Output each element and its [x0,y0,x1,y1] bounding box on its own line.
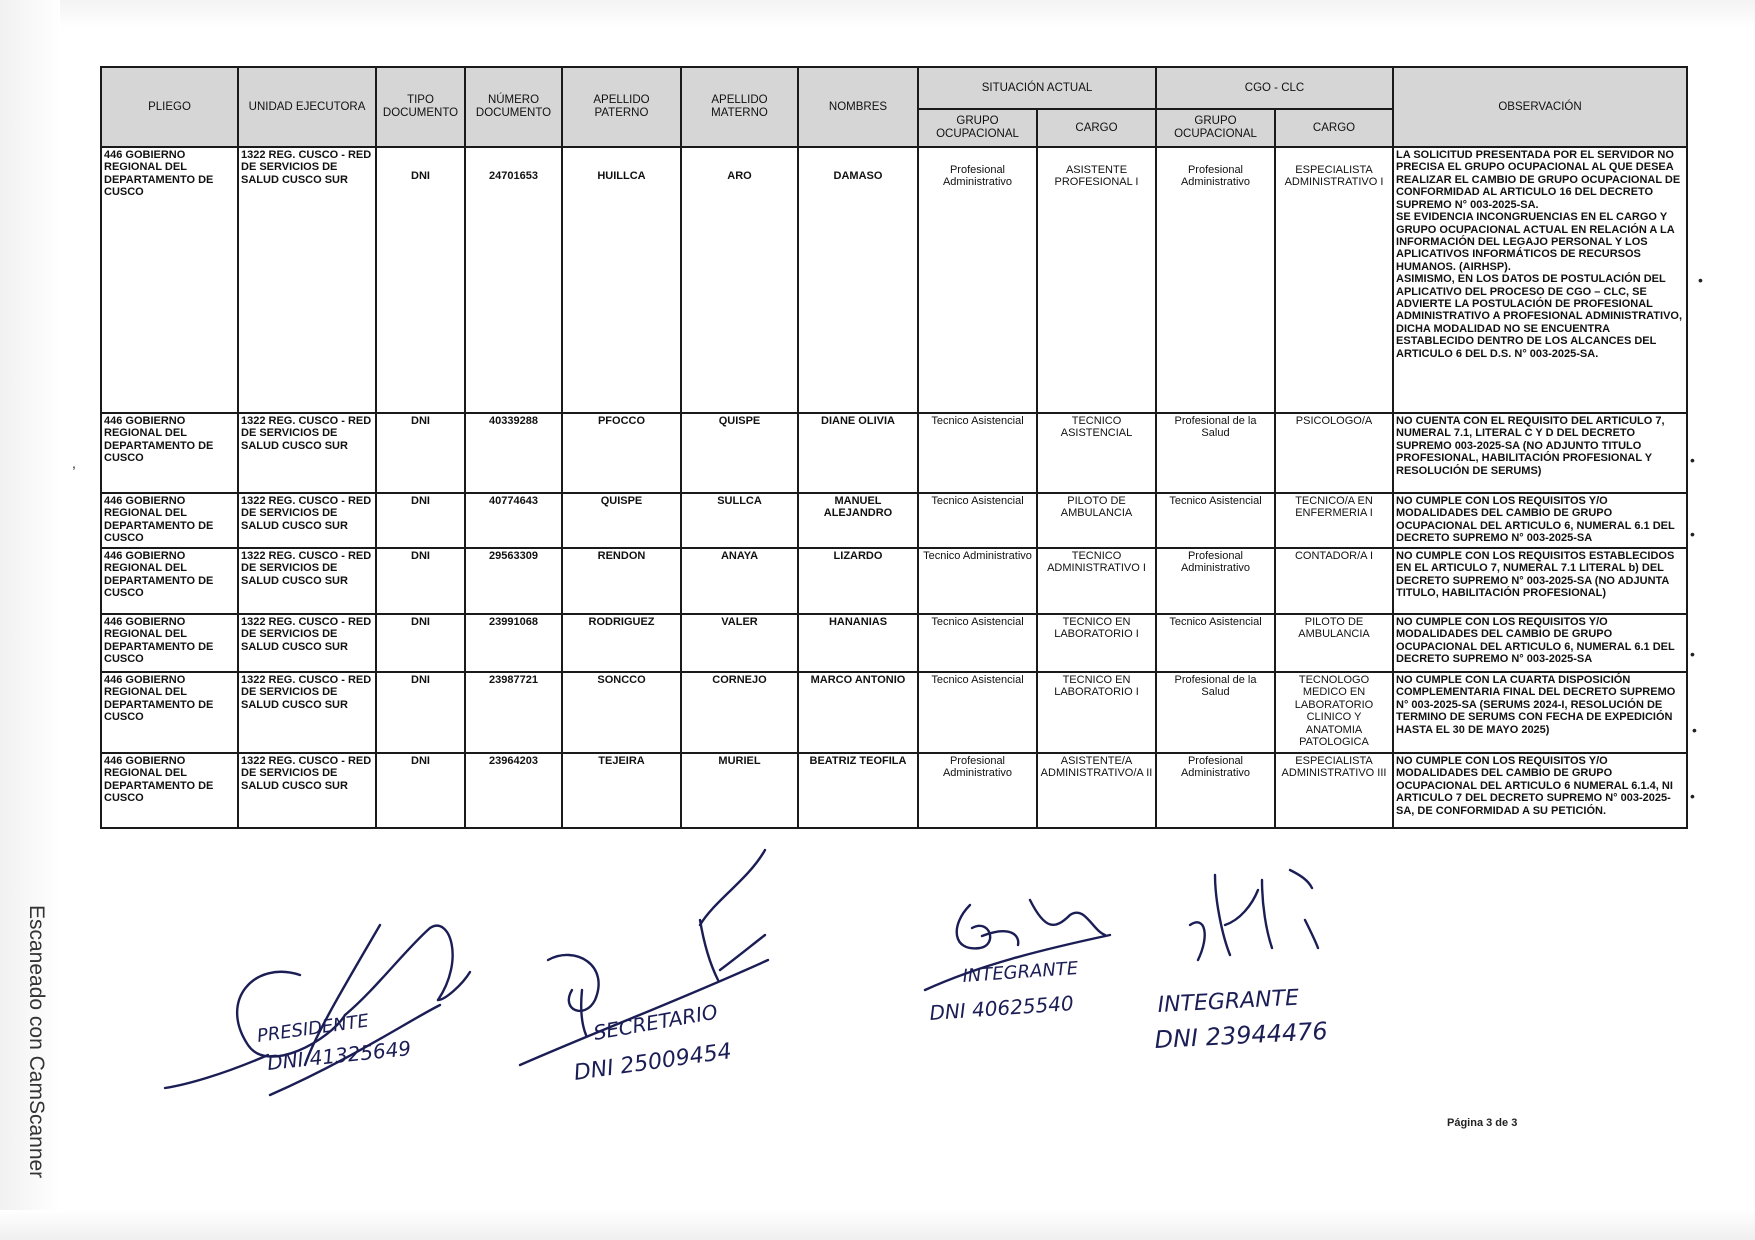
header-tipo-documento: TIPO DOCUMENTO [376,67,465,147]
cell-numero: 23991068 [465,614,562,672]
scan-dot: • [1690,788,1695,804]
cell-sa-grupo: Profesional Administrativo [918,753,1037,828]
cell-pliego: 446 GOBIERNO REGIONAL DEL DEPARTAMENTO DE CUSCO [101,614,238,672]
cell-paterno: TEJEIRA [562,753,681,828]
scan-dot: • [1690,646,1695,662]
cell-cgo-grupo: Profesional Administrativo [1156,753,1275,828]
signature-presidente-dni: DNI 41325649 [266,1036,413,1075]
observacion-paragraph: NO CUMPLE CON LOS REQUISITOS Y/O MODALIDADES DEL CAMBIO DE GRUPO OCUPACIONAL DEL ARTICULO 6, NUMERAL 6.1 DEL DECRETO SUPREMO N° 003-2025-SA [1396,616,1675,666]
cell-sa-cargo: TECNICO ASISTENCIAL [1037,413,1156,493]
cell-numero: 23964203 [465,753,562,828]
cell-nombres: MANUEL ALEJANDRO [798,493,918,548]
cell-tipo: DNI [376,493,465,548]
cell-numero: 24701653 [465,147,562,413]
cell-materno: ARO [681,147,798,413]
cell-cgo-grupo: Tecnico Asistencial [1156,614,1275,672]
cell-tipo: DNI [376,614,465,672]
cell-materno: SULLCA [681,493,798,548]
scan-dot: , [72,455,76,471]
cell-numero: 23987721 [465,672,562,753]
cell-unidad: 1322 REG. CUSCO - RED DE SERVICIOS DE SALUD CUSCO SUR [238,614,376,672]
scan-dot: • [1690,526,1695,542]
signature-presidente [165,925,470,1095]
cell-sa-cargo: ASISTENTE PROFESIONAL I [1037,147,1156,413]
cell-unidad: 1322 REG. CUSCO - RED DE SERVICIOS DE SALUD CUSCO SUR [238,413,376,493]
cell-pliego: 446 GOBIERNO REGIONAL DEL DEPARTAMENTO DE CUSCO [101,672,238,753]
cell-tipo: DNI [376,753,465,828]
cell-materno: CORNEJO [681,672,798,753]
header-sa-grupo-ocupacional: GRUPO OCUPACIONAL [918,109,1037,147]
cell-pliego: 446 GOBIERNO REGIONAL DEL DEPARTAMENTO DE CUSCO [101,413,238,493]
cell-nombres: DIANE OLIVIA [798,413,918,493]
signature-integrante-2-dni: DNI 23944476 [1153,1016,1329,1054]
header-sa-cargo: CARGO [1037,109,1156,147]
signature-secretario [520,850,768,1086]
observacion-paragraph: NO CUENTA CON EL REQUISITO DEL ARTICULO 7, NUMERAL 7.1, LITERAL C Y D DEL DECRETO SUPREMO 003-2025-SA (NO ADJUNTO TITULO PROFESIONAL, HABILITACIÓN PROFESIONAL Y RESOLUCIÓN DE SERUMS) [1396,415,1665,477]
cell-nombres: LIZARDO [798,548,918,614]
cell-paterno: HUILLCA [562,147,681,413]
cell-paterno: QUISPE [562,493,681,548]
cell-nombres: MARCO ANTONIO [798,672,918,753]
cell-cgo-grupo: Tecnico Asistencial [1156,493,1275,548]
cell-cgo-grupo: Profesional Administrativo [1156,147,1275,413]
header-situacion-actual: SITUACIÓN ACTUAL [918,67,1156,109]
header-observacion: OBSERVACIÓN [1393,67,1687,147]
header-cgo-cargo: CARGO [1275,109,1393,147]
header-cgo-grupo-ocupacional: GRUPO OCUPACIONAL [1156,109,1275,147]
signature-integrante-2-role: INTEGRANTE [1157,985,1300,1018]
cell-cgo-cargo: TECNICO/A EN ENFERMERIA I [1275,493,1393,548]
signature-secretario-dni: DNI 25009454 [572,1039,734,1086]
signature-secretario-role: SECRETARIO [591,999,720,1045]
scan-dot: • [1698,272,1703,288]
cell-paterno: RENDON [562,548,681,614]
cell-cgo-cargo: PSICOLOGO/A [1275,413,1393,493]
signature-integrante-2 [1154,870,1329,1054]
header-apellido-materno: APELLIDO MATERNO [681,67,798,147]
observacion-paragraph: NO CUMPLE CON LOS REQUISITOS Y/O MODALIDADES DEL CAMBIO DE GRUPO OCUPACIONAL DEL ARTICULO 6, NUMERAL 6.1 DEL DECRETO SUPREMO N° 003-2025-SA [1396,495,1675,545]
header-nombres: NOMBRES [798,67,918,147]
cell-paterno: PFOCCO [562,413,681,493]
signature-integrante-1 [925,900,1110,1025]
cell-cgo-cargo: TECNOLOGO MEDICO EN LABORATORIO CLINICO Y ANATOMIA PATOLOGICA [1275,672,1393,753]
cell-materno: VALER [681,614,798,672]
cell-pliego: 446 GOBIERNO REGIONAL DEL DEPARTAMENTO DE CUSCO [101,493,238,548]
cell-sa-cargo: TECNICO ADMINISTRATIVO I [1037,548,1156,614]
cell-nombres: DAMASO [798,147,918,413]
cell-sa-grupo: Tecnico Asistencial [918,614,1037,672]
cell-paterno: RODRIGUEZ [562,614,681,672]
header-cgo-clc: CGO - CLC [1156,67,1393,109]
header-numero-documento: NÚMERO DOCUMENTO [465,67,562,147]
cell-cgo-cargo: ESPECIALISTA ADMINISTRATIVO I [1275,147,1393,413]
cell-sa-grupo: Tecnico Asistencial [918,672,1037,753]
signature-presidente-role: PRESIDENTE [255,1010,371,1047]
cell-cgo-cargo: ESPECIALISTA ADMINISTRATIVO III [1275,753,1393,828]
cell-cgo-grupo: Profesional de la Salud [1156,413,1275,493]
cell-pliego: 446 GOBIERNO REGIONAL DEL DEPARTAMENTO DE CUSCO [101,548,238,614]
cell-sa-cargo: TECNICO EN LABORATORIO I [1037,672,1156,753]
cell-paterno: SONCCO [562,672,681,753]
cell-sa-cargo: TECNICO EN LABORATORIO I [1037,614,1156,672]
observacion-paragraph: NO CUMPLE CON LOS REQUISITOS ESTABLECIDOS EN EL ARTICULO 7, NUMERAL 7.1 LITERAL b) DEL DECRETO SUPREMO N° 003-2025-SA (NO ADJUNTA TITULO, HABILITACIÓN PROFESIONAL) [1396,550,1675,600]
observacion-paragraph: NO CUMPLE CON LOS REQUISITOS Y/O MODALIDADES DEL CAMBIO DE GRUPO OCUPACIONAL DEL ARTICULO 6 NUMERAL 6.1.4, NI ARTICULO 7 DEL DECRETO SUPREMO N° 003-2025-SA, DE CONFORMIDAD A SU PETICIÓN. [1396,755,1673,817]
cell-tipo: DNI [376,672,465,753]
header-apellido-paterno: APELLIDO PATERNO [562,67,681,147]
cell-unidad: 1322 REG. CUSCO - RED DE SERVICIOS DE SALUD CUSCO SUR [238,147,376,413]
cell-sa-grupo: Tecnico Administrativo [918,548,1037,614]
cell-tipo: DNI [376,147,465,413]
scan-dot: • [1692,722,1697,738]
cell-sa-grupo: Tecnico Asistencial [918,493,1037,548]
scan-dot: • [1690,452,1695,468]
cell-pliego: 446 GOBIERNO REGIONAL DEL DEPARTAMENTO DE CUSCO [101,147,238,413]
cell-numero: 40774643 [465,493,562,548]
cell-cgo-cargo: PILOTO DE AMBULANCIA [1275,614,1393,672]
cell-cgo-grupo: Profesional Administrativo [1156,548,1275,614]
cell-sa-grupo: Tecnico Asistencial [918,413,1037,493]
cell-numero: 29563309 [465,548,562,614]
cell-tipo: DNI [376,413,465,493]
cell-pliego: 446 GOBIERNO REGIONAL DEL DEPARTAMENTO DE CUSCO [101,753,238,828]
signature-integrante-1-role: INTEGRANTE [961,957,1079,987]
cell-nombres: BEATRIZ TEOFILA [798,753,918,828]
cell-cgo-cargo: CONTADOR/A I [1275,548,1393,614]
cell-nombres: HANANIAS [798,614,918,672]
cell-sa-cargo: PILOTO DE AMBULANCIA [1037,493,1156,548]
page-number: Página 3 de 3 [1447,1117,1518,1129]
cell-sa-cargo: ASISTENTE/A ADMINISTRATIVO/A II [1037,753,1156,828]
cell-numero: 40339288 [465,413,562,493]
observacion-paragraph: SE EVIDENCIA INCONGRUENCIAS EN EL CARGO Y GRUPO OCUPACIONAL ACTUAL EN RELACIÓN A LA INFORMACIÓN DEL LEGAJO PERSONAL Y LOS APLICATIVOS INFORMÁTICOS DE RECURSOS HUMANOS. (AIRHSP). [1396,211,1675,273]
observacion-paragraph: NO CUMPLE CON LA CUARTA DISPOSICIÓN COMPLEMENTARIA FINAL DEL DECRETO SUPREMO N° 003-2025-SA (SERUMS 2024-I, RESOLUCIÓN DE TERMINO DE SERUMS CON FECHA DE EXPEDICIÓN HASTA EL 30 DE MAYO 2025) [1396,674,1676,736]
cell-sa-grupo: Profesional Administrativo [918,147,1037,413]
cell-materno: QUISPE [681,413,798,493]
signature-integrante-1-dni: DNI 40625540 [928,990,1075,1025]
header-unidad-ejecutora: UNIDAD EJECUTORA [238,67,376,147]
observacion-paragraph: ASIMISMO, EN LOS DATOS DE POSTULACIÓN DEL APLICATIVO DEL PROCESO DE CGO – CLC, SE ADVIERTE LA POSTULACIÓN DE PROFESIONAL ADMINISTRATIVO A PROFESIONAL ADMINISTRATIVO, DICHA MODALIDAD NO SE ENCUENTRA ESTABLECIDO DENTRO DE LOS ALCANCES DEL ARTICULO 6 DEL D.S. N° 003-2025-SA. [1396,273,1683,360]
cell-materno: MURIEL [681,753,798,828]
cell-materno: ANAYA [681,548,798,614]
header-pliego: PLIEGO [101,67,238,147]
cell-tipo: DNI [376,548,465,614]
camscanner-watermark: Escaneado con CamScanner [25,905,48,1179]
cell-unidad: 1322 REG. CUSCO - RED DE SERVICIOS DE SALUD CUSCO SUR [238,493,376,548]
observacion-paragraph: LA SOLICITUD PRESENTADA POR EL SERVIDOR NO PRECISA EL GRUPO OCUPACIONAL AL QUE DESEA REALIZAR EL CAMBIO DE GRUPO OCUPACIONAL DE CONFORMIDAD AL ARTICULO 16 DEL DECRETO SUPREMO N° 003-2025-SA. [1396,149,1681,211]
cell-unidad: 1322 REG. CUSCO - RED DE SERVICIOS DE SALUD CUSCO SUR [238,548,376,614]
cell-unidad: 1322 REG. CUSCO - RED DE SERVICIOS DE SALUD CUSCO SUR [238,753,376,828]
cell-unidad: 1322 REG. CUSCO - RED DE SERVICIOS DE SALUD CUSCO SUR [238,672,376,753]
cell-cgo-grupo: Profesional de la Salud [1156,672,1275,753]
